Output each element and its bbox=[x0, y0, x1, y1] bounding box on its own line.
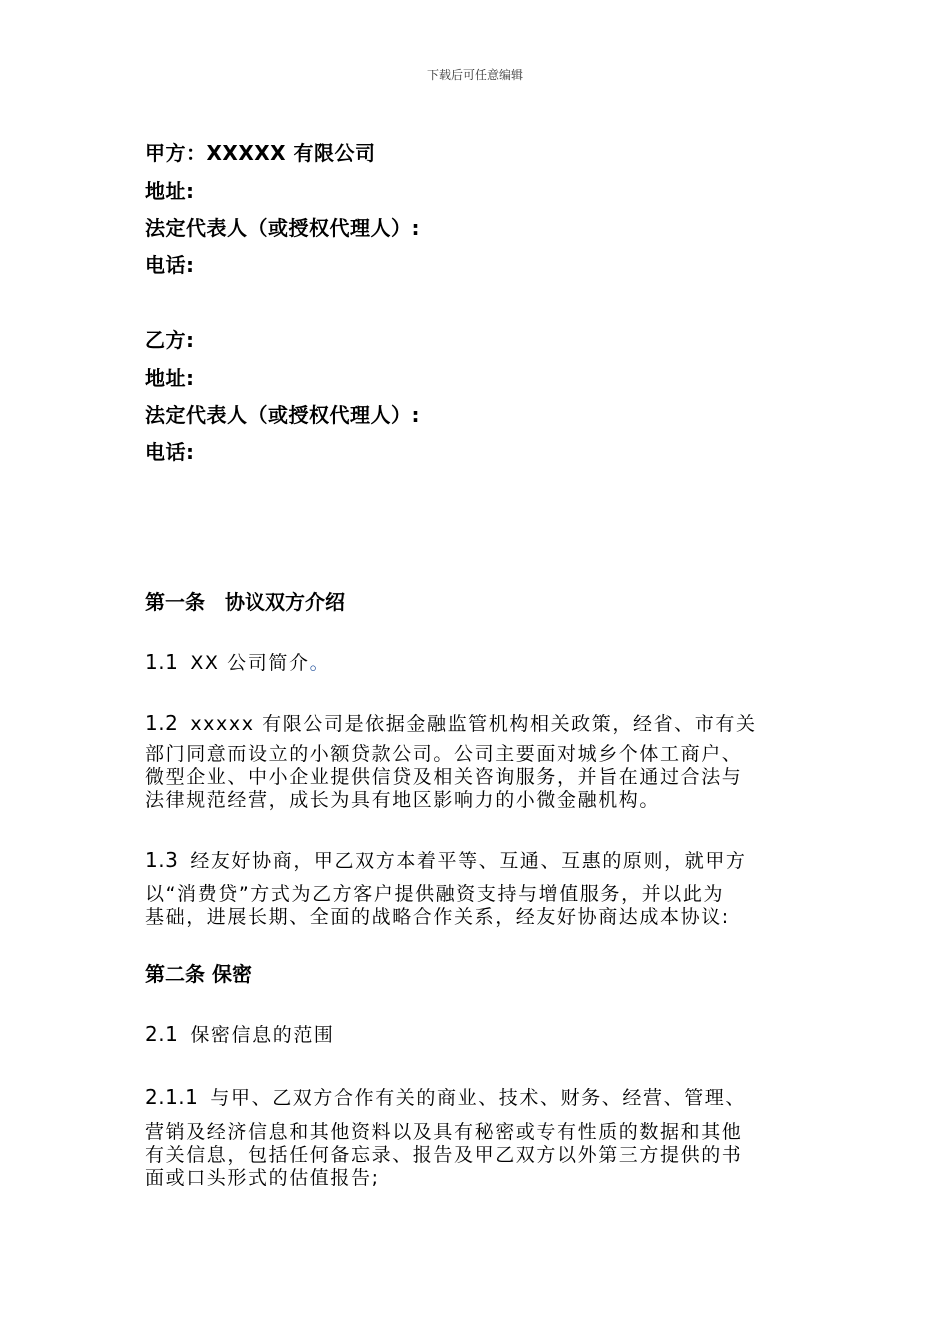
paragraph-line: 法律规范经营，成长为具有地区影响力的小微金融机构。 bbox=[145, 789, 661, 811]
section-1-3-number: 1.3 bbox=[145, 848, 179, 872]
party-b-name: 乙方: bbox=[145, 328, 195, 352]
section-1-2-body bbox=[145, 743, 815, 812]
party-b-representative-label: 法定代表人（或授权代理人）: bbox=[145, 403, 420, 427]
party-a-phone-label: 电话: bbox=[145, 253, 195, 277]
section-1-1-end: 。 bbox=[309, 652, 331, 674]
section-1-2-number: 1.2 bbox=[145, 711, 179, 735]
paragraph-line: 微型企业、中小企业提供信贷及相关咨询服务，并旨在通过合法与 bbox=[145, 766, 743, 788]
section-1-2-text: xxxxx 有限公司是依据金融监管机构相关政策，经省、市有关 bbox=[190, 713, 757, 735]
paragraph-line: 面或口头形式的估值报告; bbox=[145, 1167, 380, 1189]
article-1-title bbox=[145, 586, 345, 615]
paragraph-line: 基础，进展长期、全面的战略合作关系，经友好协商达成本协议: bbox=[145, 906, 730, 928]
article-1-number: 第一条 bbox=[145, 590, 205, 614]
article-2-title: 第二条 保密 bbox=[145, 962, 252, 986]
paragraph-line: 营销及经济信息和其他资料以及具有秘密或专有性质的数据和其他 bbox=[145, 1121, 743, 1143]
party-a-representative-label: 法定代表人（或授权代理人）: bbox=[145, 216, 420, 240]
section-1-1 bbox=[145, 648, 330, 675]
paragraph-line: 有关信息，包括任何备忘录、报告及甲乙双方以外第三方提供的书 bbox=[145, 1144, 743, 1166]
section-1-3-text: 经友好协商，甲乙双方本着平等、互通、互惠的原则，就甲方 bbox=[190, 850, 747, 872]
section-2-1-number: 2.1 bbox=[145, 1022, 179, 1046]
party-a-name: 甲方：XXXXX 有限公司 bbox=[145, 141, 376, 165]
section-2-1-1-number: 2.1.1 bbox=[145, 1085, 199, 1109]
section-1-3-body bbox=[145, 883, 815, 929]
section-1-1-number: 1.1 bbox=[145, 650, 179, 674]
section-2-1-1-body bbox=[145, 1121, 815, 1190]
header-note: 下载后可任意编辑 bbox=[426, 68, 523, 82]
party-a-address-label: 地址: bbox=[145, 179, 195, 203]
section-2-1-1-first-line bbox=[145, 1083, 746, 1110]
section-1-2-first-line bbox=[145, 709, 757, 736]
article-1-heading: 协议双方介绍 bbox=[225, 590, 345, 614]
section-2-1 bbox=[145, 1020, 335, 1047]
section-1-1-text: XX 公司简介 bbox=[190, 652, 310, 674]
section-1-3-first-line bbox=[145, 846, 747, 873]
section-2-1-1-text: 与甲、乙双方合作有关的商业、技术、财务、经营、管理、 bbox=[210, 1087, 746, 1109]
party-b-address-label: 地址: bbox=[145, 366, 195, 390]
party-b-phone-label: 电话: bbox=[145, 440, 195, 464]
section-2-1-text: 保密信息的范围 bbox=[190, 1024, 335, 1046]
paragraph-line: 部门同意而设立的小额贷款公司。公司主要面对城乡个体工商户、 bbox=[145, 743, 743, 765]
paragraph-line: 以“消费贷”方式为乙方客户提供融资支持与增值服务，并以此为 bbox=[145, 883, 725, 905]
